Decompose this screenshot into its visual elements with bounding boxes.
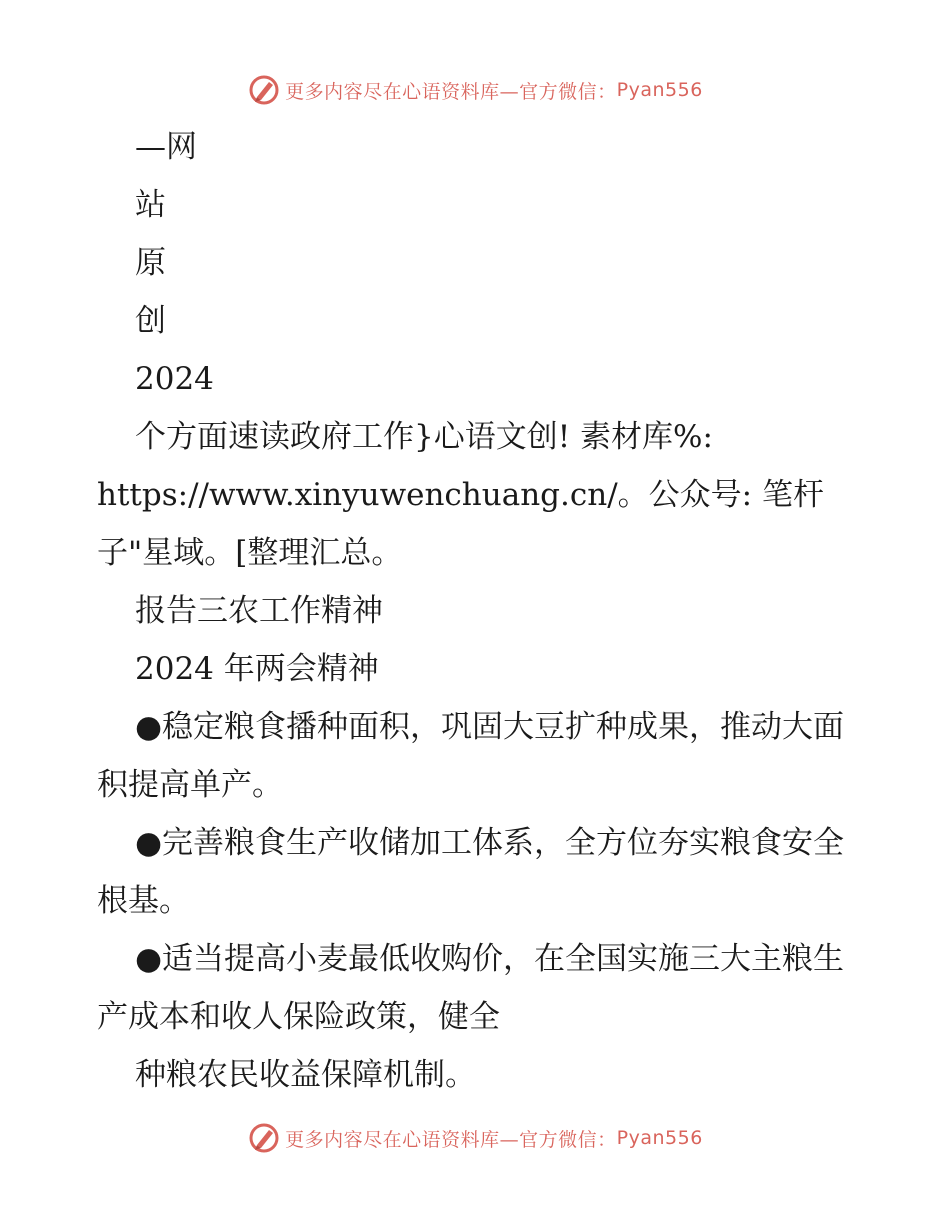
paragraph: ●适当提高小麦最低收购价，在全国实施三大主粮生产成本和收人保险政策，健全 [97,941,845,1035]
banner-text: 更多内容尽在心语资料库—官方微信： [285,80,617,103]
url-paragraph: https://www.xinyuwenchuang.cn/。公众号: 笔杆子"星域。[整理汇总。 [97,477,824,571]
pen-seal-icon [247,73,281,107]
paragraph: 报告三农工作精神 [135,593,383,629]
paragraph: 站 [135,187,166,223]
paragraph: 2024 [135,361,214,397]
pen-seal-icon [247,1121,281,1155]
paragraph: 创 [135,303,166,339]
paragraph: —网 [135,129,197,165]
paragraph: ●稳定粮食播种面积，巩固大豆扩种成果，推动大面积提高单产。 [97,709,845,803]
banner-text: 更多内容尽在心语资料库—官方微信： [285,1128,617,1151]
banner-wechat-id: Pyan556 [616,1127,703,1149]
paragraph: 个方面速读政府工作}心语文创! 素材库%: [135,419,713,455]
paragraph: 原 [135,245,166,281]
banner-wechat-id: Pyan556 [616,79,703,101]
paragraph: 种粮农民收益保障机制。 [135,1057,476,1093]
paragraph: 2024 年两会精神 [135,651,379,687]
paragraph: ●完善粮食生产收储加工体系，全方位夯实粮食安全根基。 [97,825,845,919]
document-body [97,118,857,1104]
header-banner [0,70,950,110]
footer-banner [0,1118,950,1158]
